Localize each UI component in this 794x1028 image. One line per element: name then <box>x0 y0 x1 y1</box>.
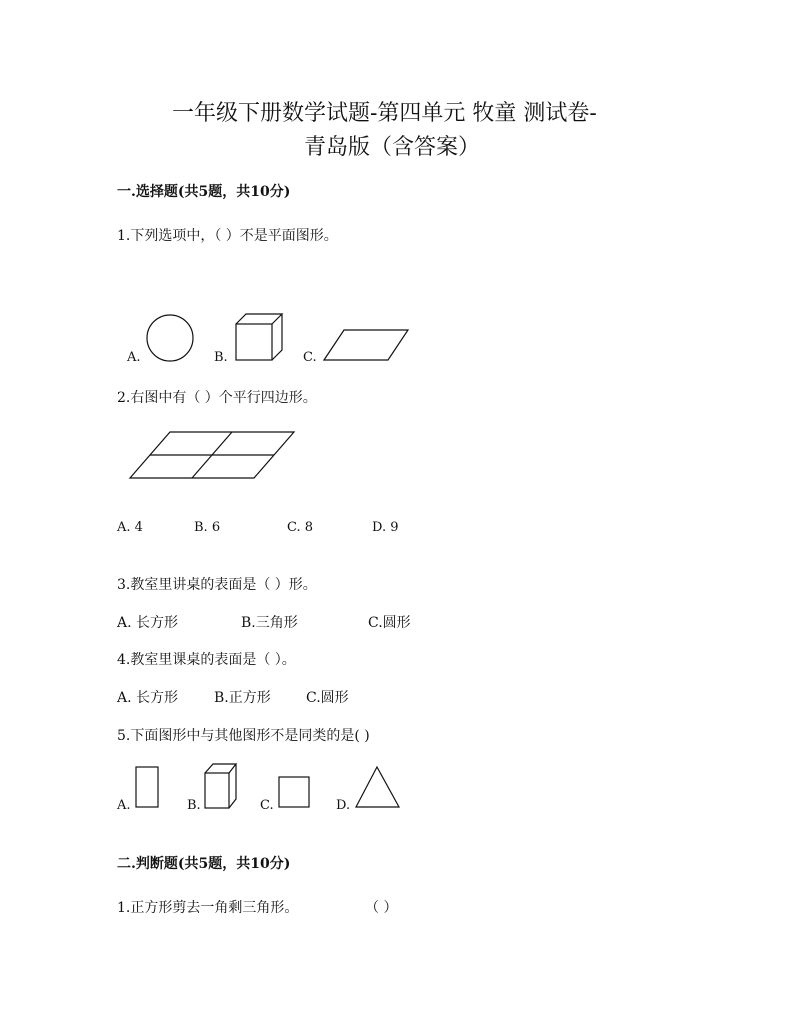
question-3-text: 3.教室里讲桌的表面是（ ）形。 <box>117 577 317 593</box>
q4-option-b: B.正方形 <box>214 690 271 706</box>
cuboid-icon <box>203 762 239 810</box>
section-heading-choice: 一.选择题(共5题，共10分) <box>117 184 291 200</box>
page-title-line1: 一年级下册数学试题-第四单元 牧童 测试卷- <box>172 101 597 126</box>
circle-icon <box>146 314 196 364</box>
triangle-icon <box>354 765 402 809</box>
q5-option-b-label: B. <box>187 798 201 813</box>
judgement-answer-blank[interactable]: （ ） <box>365 900 398 916</box>
page-title-line2: 青岛版（含答案） <box>304 135 481 160</box>
square-icon <box>277 775 311 809</box>
question-1-text: 1.下列选项中，（ ）不是平面图形。 <box>117 228 338 244</box>
q5-option-a-label: A. <box>117 798 131 813</box>
question-2-text: 2.右图中有（ ）个平行四边形。 <box>117 390 317 406</box>
q1-option-b-label: B. <box>214 350 228 365</box>
q2-option-a: A. 4 <box>117 520 143 535</box>
q2-option-c: C. 8 <box>287 520 314 535</box>
q4-option-c: C.圆形 <box>306 690 349 706</box>
rectangle-icon <box>134 765 160 809</box>
q2-option-d: D. 9 <box>372 520 399 535</box>
parallelogram-icon <box>322 328 412 362</box>
q5-option-d-label: D. <box>336 798 351 813</box>
q2-option-b: B. 6 <box>194 520 221 535</box>
q3-option-c: C.圆形 <box>368 615 411 631</box>
q1-option-c-label: C. <box>303 350 317 365</box>
question-5-text: 5.下面图形中与其他图形不是同类的是( ) <box>117 728 370 744</box>
q3-option-a: A. 长方形 <box>117 615 179 631</box>
question-4-text: 4.教室里课桌的表面是（ ）。 <box>117 652 296 668</box>
q5-option-c-label: C. <box>260 798 274 813</box>
q4-option-a: A. 长方形 <box>117 690 179 706</box>
section-heading-judgement: 二.判断题(共5题，共10分) <box>117 856 291 872</box>
divided-parallelogram-figure <box>128 430 298 480</box>
q1-option-a-label: A. <box>127 350 141 365</box>
cube-icon <box>234 312 286 362</box>
q3-option-b: B.三角形 <box>241 615 298 631</box>
judgement-question-1-text: 1.正方形剪去一角剩三角形。 <box>117 900 299 916</box>
